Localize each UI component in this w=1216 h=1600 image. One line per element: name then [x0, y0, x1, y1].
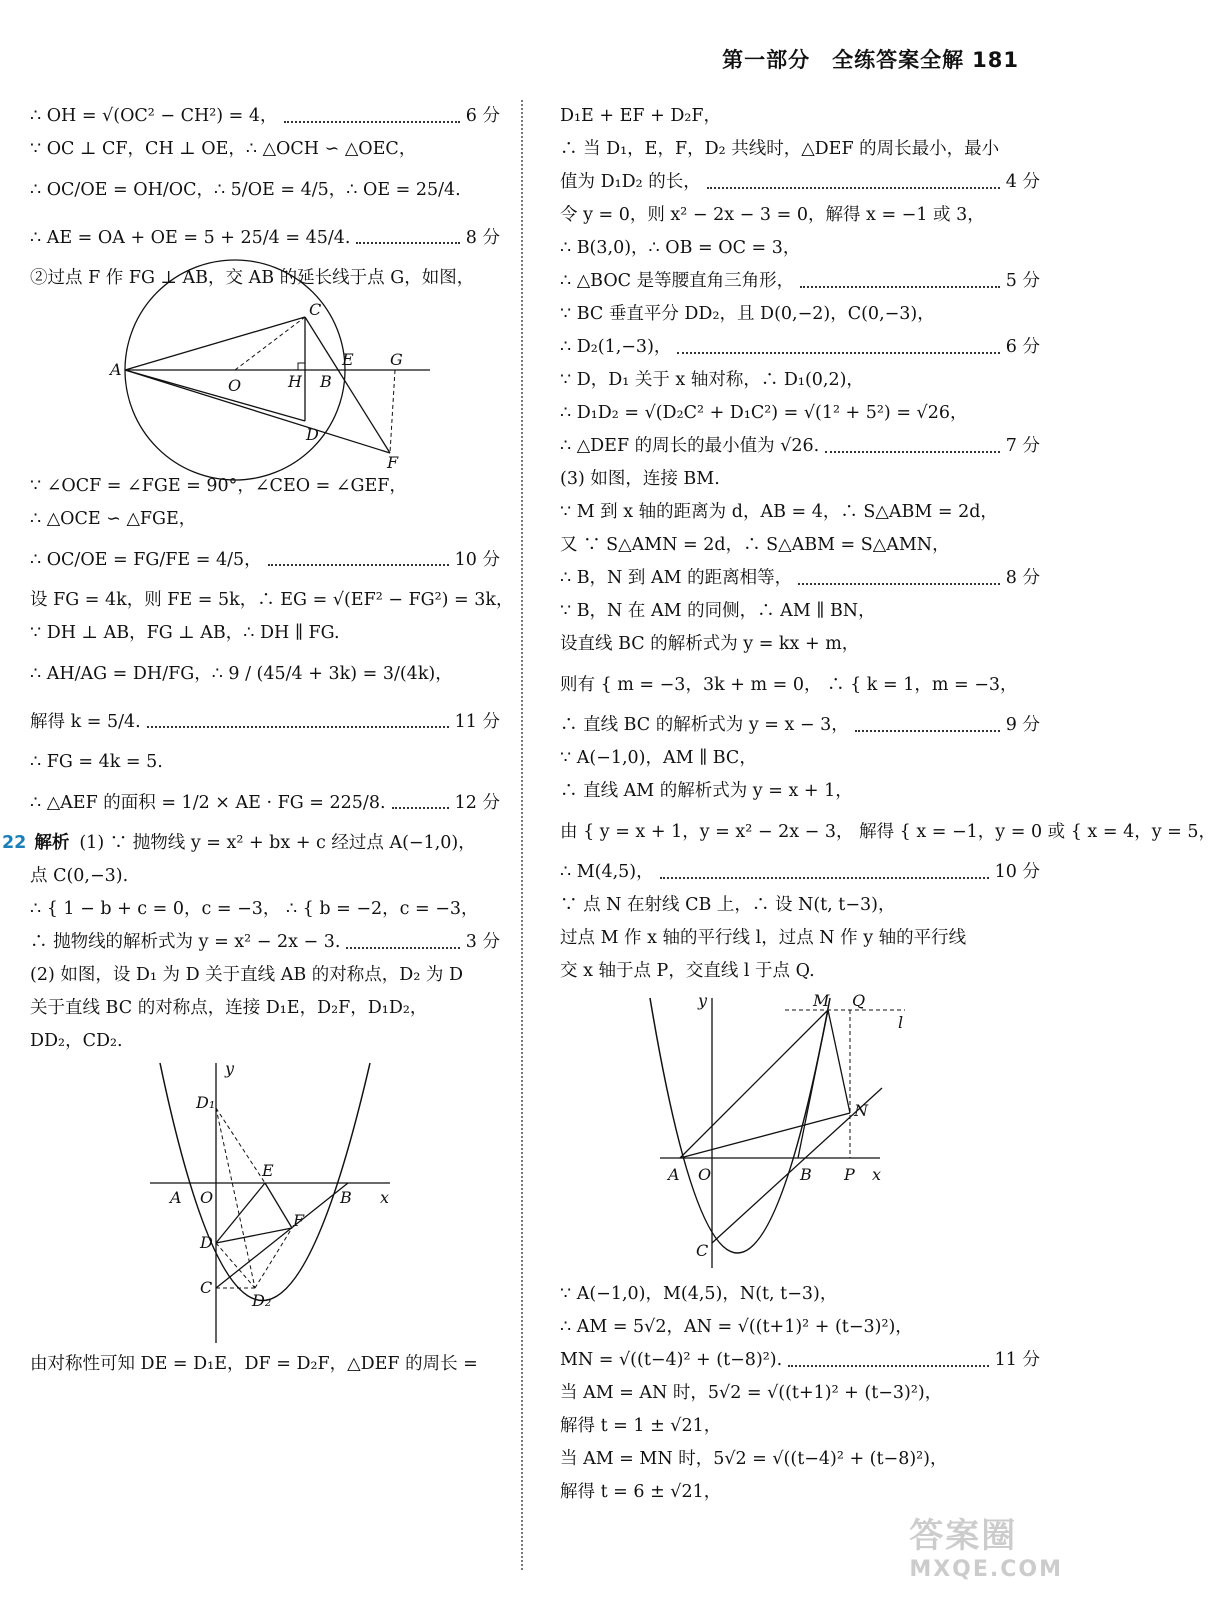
fig-label: F [293, 1211, 305, 1230]
solution-line: 当 AM = MN 时，5√2 = √((t−4)² + (t−8)²)， [560, 1449, 948, 1469]
score: 11 分 [994, 1350, 1040, 1370]
fig-label: C [309, 300, 322, 319]
fig-label: O [228, 376, 242, 395]
segment-af [125, 370, 390, 453]
solution-line: 解得 k = 5/4. 11 分 [30, 698, 500, 746]
fig-label: D₂ [252, 1291, 272, 1310]
solution-line: ∴ FG = 4k = 5. [30, 752, 163, 772]
solution-line: ∴ 直线 BC 的解析式为 y = x − 3， 9 分 [560, 709, 1040, 742]
solution-line: DD₂，CD₂. [30, 1031, 123, 1051]
score: 10 分 [994, 862, 1040, 882]
fig-label: A [668, 1165, 680, 1184]
solution-line: ∴ B(3,0)，∴ OB = OC = 3， [560, 238, 801, 258]
solution-line: ∵ ∠OCF = ∠FGE = 90°，∠CEO = ∠GEF， [30, 476, 407, 496]
solution-line: ∴ M(4,5)， 10 分 [560, 856, 1040, 889]
segment-bm [798, 1010, 828, 1158]
fig-label: y [698, 991, 708, 1010]
fig-label: A [110, 360, 122, 379]
circle-figure [30, 295, 500, 470]
solution-line: 点 C(0,−3). [30, 866, 129, 886]
solution-line: 令 y = 0，则 x² − 2x − 3 = 0，解得 x = −1 或 3， [560, 205, 985, 225]
solution-line: ②过点 F 作 FG ⊥ AB，交 AB 的延长线于点 G，如图， [30, 268, 475, 288]
segment-ad [125, 370, 305, 421]
fig-label: B [800, 1165, 812, 1184]
solution-line: ∵ B，N 在 AM 的同侧，∴ AM ∥ BN， [560, 601, 876, 621]
solution-line: ∴ { 1 − b + c = 0，c = −3， ∴ { b = −2，c = −3， [30, 899, 479, 919]
score: 6 分 [1005, 337, 1040, 357]
segment-oc [235, 317, 305, 370]
solution-line: ∴ OC/OE = OH/OC，∴ 5/OE = 4/5，∴ OE = 25/4. [30, 180, 461, 200]
solution-line: 又 ∵ S△AMN = 2d，∴ S△ABM = S△AMN， [560, 535, 950, 555]
fig-label: y [225, 1059, 235, 1078]
page-header [722, 44, 1019, 74]
fig-label: A [170, 1188, 182, 1207]
segment-mn [828, 1010, 850, 1113]
score: 12 分 [454, 793, 500, 813]
solution-line: 解得 t = 6 ± √21， [560, 1482, 722, 1502]
score: 6 分 [465, 106, 500, 126]
solution-line: ∴ △DEF 的周长的最小值为 √26. 7 分 [560, 430, 1040, 463]
segment-d1d2 [216, 1108, 255, 1288]
solution-line: 解得 t = 1 ± √21， [560, 1416, 722, 1436]
segment-gf [390, 370, 395, 453]
solution-line: ∴ AH/AG = DH/FG，∴ 9 / (45/4 + 3k) = 3/(4k)， [30, 664, 453, 684]
parabola-figure-1 [30, 1058, 500, 1348]
fig-label: G [390, 350, 403, 369]
fig-label: C [200, 1278, 213, 1297]
fig-label: E [262, 1161, 274, 1180]
fig-label: N [854, 1101, 868, 1120]
score: 10 分 [454, 550, 500, 570]
solution-line: MN = √((t−4)² + (t−8)²). 11 分 [560, 1344, 1040, 1377]
parabola-curve [160, 1063, 370, 1301]
solution-line: 当 AM = AN 时，5√2 = √((t+1)² + (t−3)²)， [560, 1383, 943, 1403]
solution-line: ∴ △BOC 是等腰直角三角形， 5 分 [560, 265, 1040, 298]
page-number: 181 [972, 48, 1019, 72]
score: 7 分 [1005, 436, 1040, 456]
score: 11 分 [454, 712, 500, 732]
solution-line: ∵ DH ⊥ AB，FG ⊥ AB，∴ DH ∥ FG. [30, 623, 340, 643]
watermark-logo [909, 1508, 1063, 1582]
solution-line: ∴ △AEF 的面积 = 1/2 × AE · FG = 225/8. 12 分 [30, 779, 500, 827]
right-column [560, 100, 1216, 1509]
fig-label: M [813, 991, 830, 1010]
fig-label: l [898, 1013, 904, 1032]
fig-label: D [200, 1233, 213, 1252]
solution-line: ∴ D₂(1,−3)， 6 分 [560, 331, 1040, 364]
column-divider [521, 100, 523, 1570]
solution-line: ∵ A(−1,0)，M(4,5)，N(t, t−3)， [560, 1284, 838, 1304]
solution-line: D₁E + EF + D₂F， [560, 106, 722, 126]
solution-line: ∵ A(−1,0)，AM ∥ BC， [560, 748, 757, 768]
solution-line: 值为 D₁D₂ 的长， 4 分 [560, 166, 1040, 199]
fig-label: B [340, 1188, 352, 1207]
fig-label: E [342, 350, 354, 369]
segment-am [680, 1010, 828, 1158]
solution-line: ∴ 直线 AM 的解析式为 y = x + 1， [560, 781, 853, 801]
solution-line: 由对称性可知 DE = D₁E，DF = D₂F，△DEF 的周长 = [30, 1354, 478, 1374]
segment-d1e [216, 1108, 265, 1183]
solution-line: ∵ D，D₁ 关于 x 轴对称，∴ D₁(0,2)， [560, 370, 864, 390]
header-title: 第一部分 全练答案全解 [722, 48, 965, 72]
solution-line: ∴ AM = 5√2，AN = √((t+1)² + (t−3)²)， [560, 1317, 913, 1337]
solution-line: ∵ BC 垂直平分 DD₂，且 D(0,−2)，C(0,−3)， [560, 304, 935, 324]
score: 8 分 [465, 228, 500, 248]
solution-line: ∴ 抛物线的解析式为 y = x² − 2x − 3. 3 分 [30, 926, 500, 959]
segment-ac [125, 317, 305, 370]
solution-line: ∴ OH = √(OC² − CH²) = 4， 6 分 [30, 100, 500, 133]
question-number: 22 [2, 833, 27, 853]
parabola-figure-2 [560, 988, 1040, 1278]
score: 4 分 [1005, 172, 1040, 192]
score: 8 分 [1005, 568, 1040, 588]
fig-label: B [320, 372, 332, 391]
solution-line: ∴ OC/OE = FG/FE = 4/5， 10 分 [30, 536, 500, 584]
segment-an [680, 1113, 850, 1158]
fig-label: F [387, 453, 399, 472]
score: 3 分 [465, 932, 500, 952]
solution-line: ∴ AE = OA + OE = 5 + 25/4 = 45/4. 8 分 [30, 214, 500, 262]
solution-line: 过点 M 作 x 轴的平行线 l，过点 N 作 y 轴的平行线 [560, 928, 967, 948]
solution-line: 设直线 BC 的解析式为 y = kx + m， [560, 634, 860, 654]
fig-label: x [380, 1188, 390, 1207]
segment-d2f [255, 1228, 292, 1288]
solution-line: ∵ M 到 x 轴的距离为 d，AB = 4，∴ S△ABM = 2d， [560, 502, 998, 522]
question-22-header: 22 解析 (1) ∵ 抛物线 y = x² + bx + c 经过点 A(−1,0)， [2, 833, 476, 853]
fig-label: O [200, 1188, 214, 1207]
score: 9 分 [1005, 715, 1040, 735]
fig-label: O [698, 1165, 712, 1184]
right-angle-h [298, 363, 305, 370]
segment-ef [265, 1183, 292, 1228]
solution-line: 设 FG = 4k，则 FE = 5k，∴ EG = √(EF² − FG²) = 3k， [30, 590, 514, 610]
solution-line: 则有 { m = −3，3k + m = 0， ∴ { k = 1，m = −3， [560, 675, 1018, 695]
solution-line: 关于直线 BC 的对称点，连接 D₁E，D₂F，D₁D₂， [30, 998, 428, 1018]
solution-line: ∴ B，N 到 AM 的距离相等， 8 分 [560, 562, 1040, 595]
question-tag: 解析 [34, 833, 70, 853]
solution-line: 交 x 轴于点 P，交直线 l 于点 Q. [560, 961, 815, 981]
score: 5 分 [1005, 271, 1040, 291]
fig-label: P [844, 1165, 855, 1184]
fig-label: H [288, 372, 302, 391]
fig-label: x [872, 1165, 882, 1184]
watermark-main: 答案圈 [909, 1516, 1018, 1556]
solution-line: 由 { y = x + 1，y = x² − 2x − 3， 解得 { x = −1，y = 0 或 { x = 4，y = 5， [560, 822, 1216, 842]
solution-line: ∴ 当 D₁，E，F，D₂ 共线时，△DEF 的周长最小，最小 [560, 139, 1000, 159]
solution-line: (3) 如图，连接 BM. [560, 469, 720, 489]
solution-line: ∴ D₁D₂ = √(D₂C² + D₁C²) = √(1² + 5²) = √26， [560, 403, 968, 423]
solution-line: ∵ 点 N 在射线 CB 上，∴ 设 N(t, t−3)， [560, 895, 896, 915]
segment-de [216, 1183, 265, 1243]
watermark-sub: MXQE.COM [909, 1557, 1063, 1582]
left-column [2, 100, 514, 1381]
fig-label: C [696, 1241, 709, 1260]
solution-line: (2) 如图，设 D₁ 为 D 关于直线 AB 的对称点，D₂ 为 D [30, 965, 464, 985]
fig-label: Q [852, 991, 866, 1010]
fig-label: D₁ [196, 1093, 216, 1112]
segment-df [216, 1228, 292, 1243]
solution-line: ∴ △OCE ∽ △FGE， [30, 509, 197, 529]
solution-line: ∵ OC ⊥ CF，CH ⊥ OE，∴ △OCH ∽ △OEC， [30, 139, 417, 159]
fig-label: D [306, 425, 319, 444]
